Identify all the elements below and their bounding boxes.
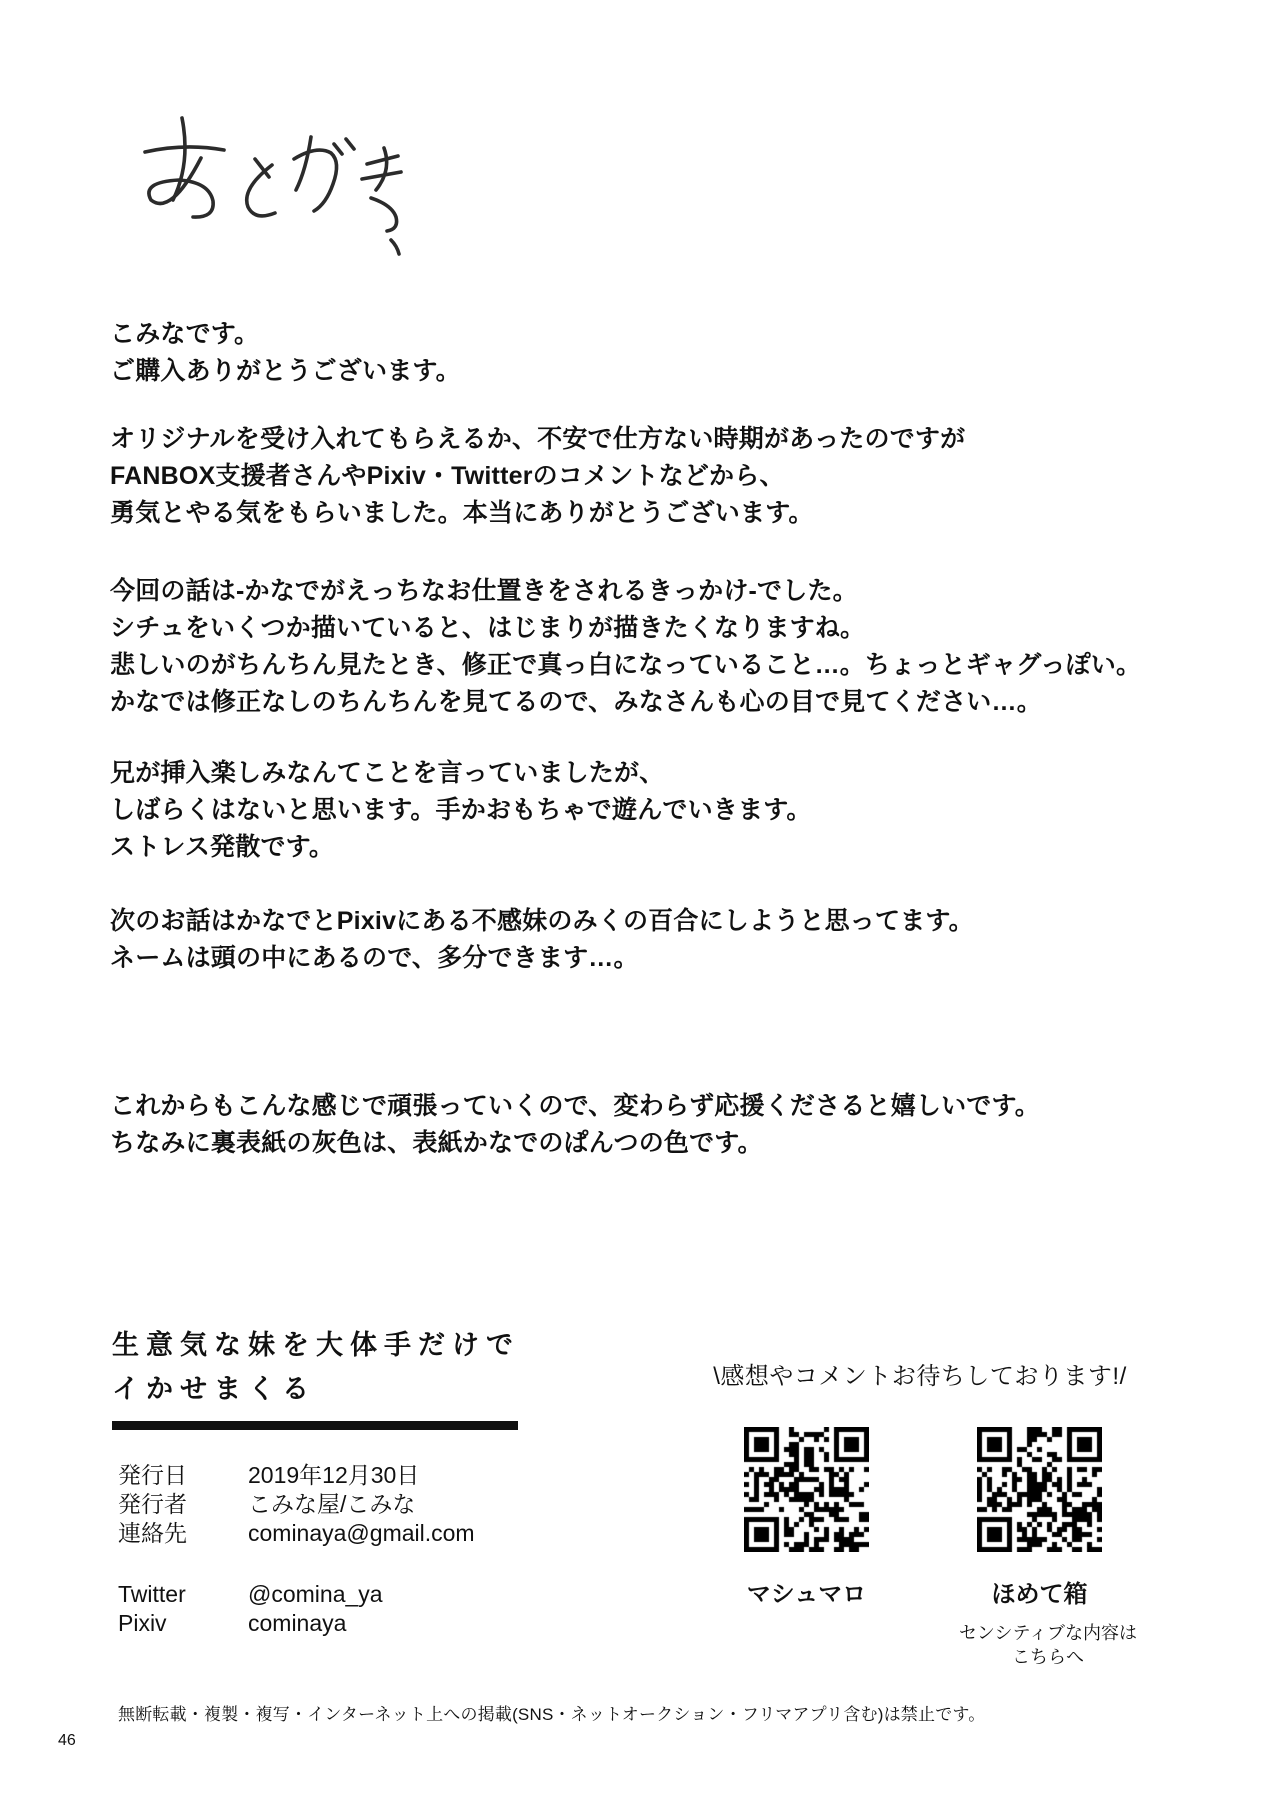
qr-code-image [744, 1427, 869, 1552]
afterword-line: FANBOX支援者さんやPixiv・Twitterのコメントなどから、 [110, 462, 785, 490]
feedback-banner: \感想やコメントお待ちしております!/ [713, 1363, 1127, 1390]
book-title [112, 1323, 520, 1411]
afterword-paragraph [110, 755, 1200, 866]
qr-label-marshmallow: マシュマロ [746, 1581, 867, 1608]
afterword-line: しばらくはないと思います。手かおもちゃで遊んでいきます。 [110, 796, 812, 824]
sensitive-content-note [942, 1621, 1154, 1669]
afterword-line: かなでは修正なしのちんちんを見てるので、みなさんも心の目で見てください…。 [110, 688, 1042, 716]
afterword-paragraph [110, 421, 1200, 532]
publication-row [118, 1519, 475, 1548]
qr-label-hometebako: ほめて箱 [991, 1581, 1088, 1608]
afterword-line: こみなです。 [110, 320, 260, 348]
sensitive-content-note-line: センシティブな内容は [958, 1623, 1138, 1643]
publish-date-value: 2019年12月30日 [248, 1462, 420, 1488]
afterword-line: これからもこんな感じで頑張っていくので、変わらず応援くださると嬉しいです。 [110, 1092, 1040, 1120]
pixiv-handle: cominaya [248, 1610, 347, 1636]
afterword-line: ちなみに裏表紙の灰色は、表紙かなでのぱんつの色です。 [110, 1129, 763, 1157]
publisher-value: こみな屋/こみな [248, 1491, 416, 1517]
afterword-line: 悲しいのがちんちん見たとき、修正で真っ白になっていること…。ちょっとギャグっぽい。 [110, 651, 1142, 679]
afterword-line: シチュをいくつか描いていると、はじまりが描きたくなりますね。 [110, 614, 866, 642]
publication-info [118, 1461, 475, 1548]
twitter-label: Twitter [118, 1581, 186, 1607]
afterword-line: オリジナルを受け入れてもらえるか、不安で仕方ない時期があったのですが [110, 425, 966, 453]
book-title-line: イかせまくる [112, 1374, 316, 1404]
page-number: 46 [58, 1732, 76, 1749]
qr-code-marshmallow [744, 1427, 869, 1552]
handwriting-strokes [105, 88, 435, 263]
afterword-paragraph [110, 903, 1200, 977]
book-title-line: 生意気な妹を大体手だけで [112, 1330, 520, 1360]
afterword-line: ご購入ありがとうございます。 [110, 357, 461, 385]
afterword-paragraph [110, 1088, 1200, 1162]
publication-row [118, 1490, 475, 1519]
afterword-line: 勇気とやる気をもらいました。本当にありがとうございます。 [110, 499, 814, 527]
copyright-notice: 無断転載・複製・複写・インターネット上への掲載(SNS・ネットオークション・フリマアプリ含む)は禁止です。 [118, 1705, 986, 1724]
twitter-handle: @comina_ya [248, 1581, 383, 1607]
afterword-line: ネームは頭の中にあるので、多分できます…。 [110, 944, 639, 972]
sns-accounts [118, 1580, 383, 1638]
pixiv-label: Pixiv [118, 1610, 167, 1636]
sns-row [118, 1609, 383, 1638]
sensitive-content-note-line: こちらへ [1012, 1647, 1084, 1667]
afterword-line: ストレス発散です。 [110, 833, 335, 861]
afterword-paragraph [110, 573, 1200, 721]
afterword-line: 兄が挿入楽しみなんてことを言っていましたが、 [110, 759, 665, 787]
qr-code-image [977, 1427, 1102, 1552]
contact-label: 連絡先 [118, 1520, 187, 1546]
sns-row [118, 1580, 383, 1609]
title-divider-bar [112, 1421, 518, 1430]
afterword-line: 次のお話はかなでとPixivにある不感妹のみくの百合にしようと思ってます。 [110, 907, 974, 935]
afterword-paragraph [110, 316, 1200, 390]
afterword-line: 今回の話は-かなでがえっちなお仕置きをされるきっかけ-でした。 [110, 577, 858, 605]
handwritten-afterword-title [105, 88, 435, 263]
contact-email: cominaya@gmail.com [248, 1520, 475, 1546]
publisher-label: 発行者 [118, 1491, 187, 1517]
publish-date-label: 発行日 [118, 1462, 187, 1488]
publication-row [118, 1461, 475, 1490]
qr-code-hometebako [977, 1427, 1102, 1552]
